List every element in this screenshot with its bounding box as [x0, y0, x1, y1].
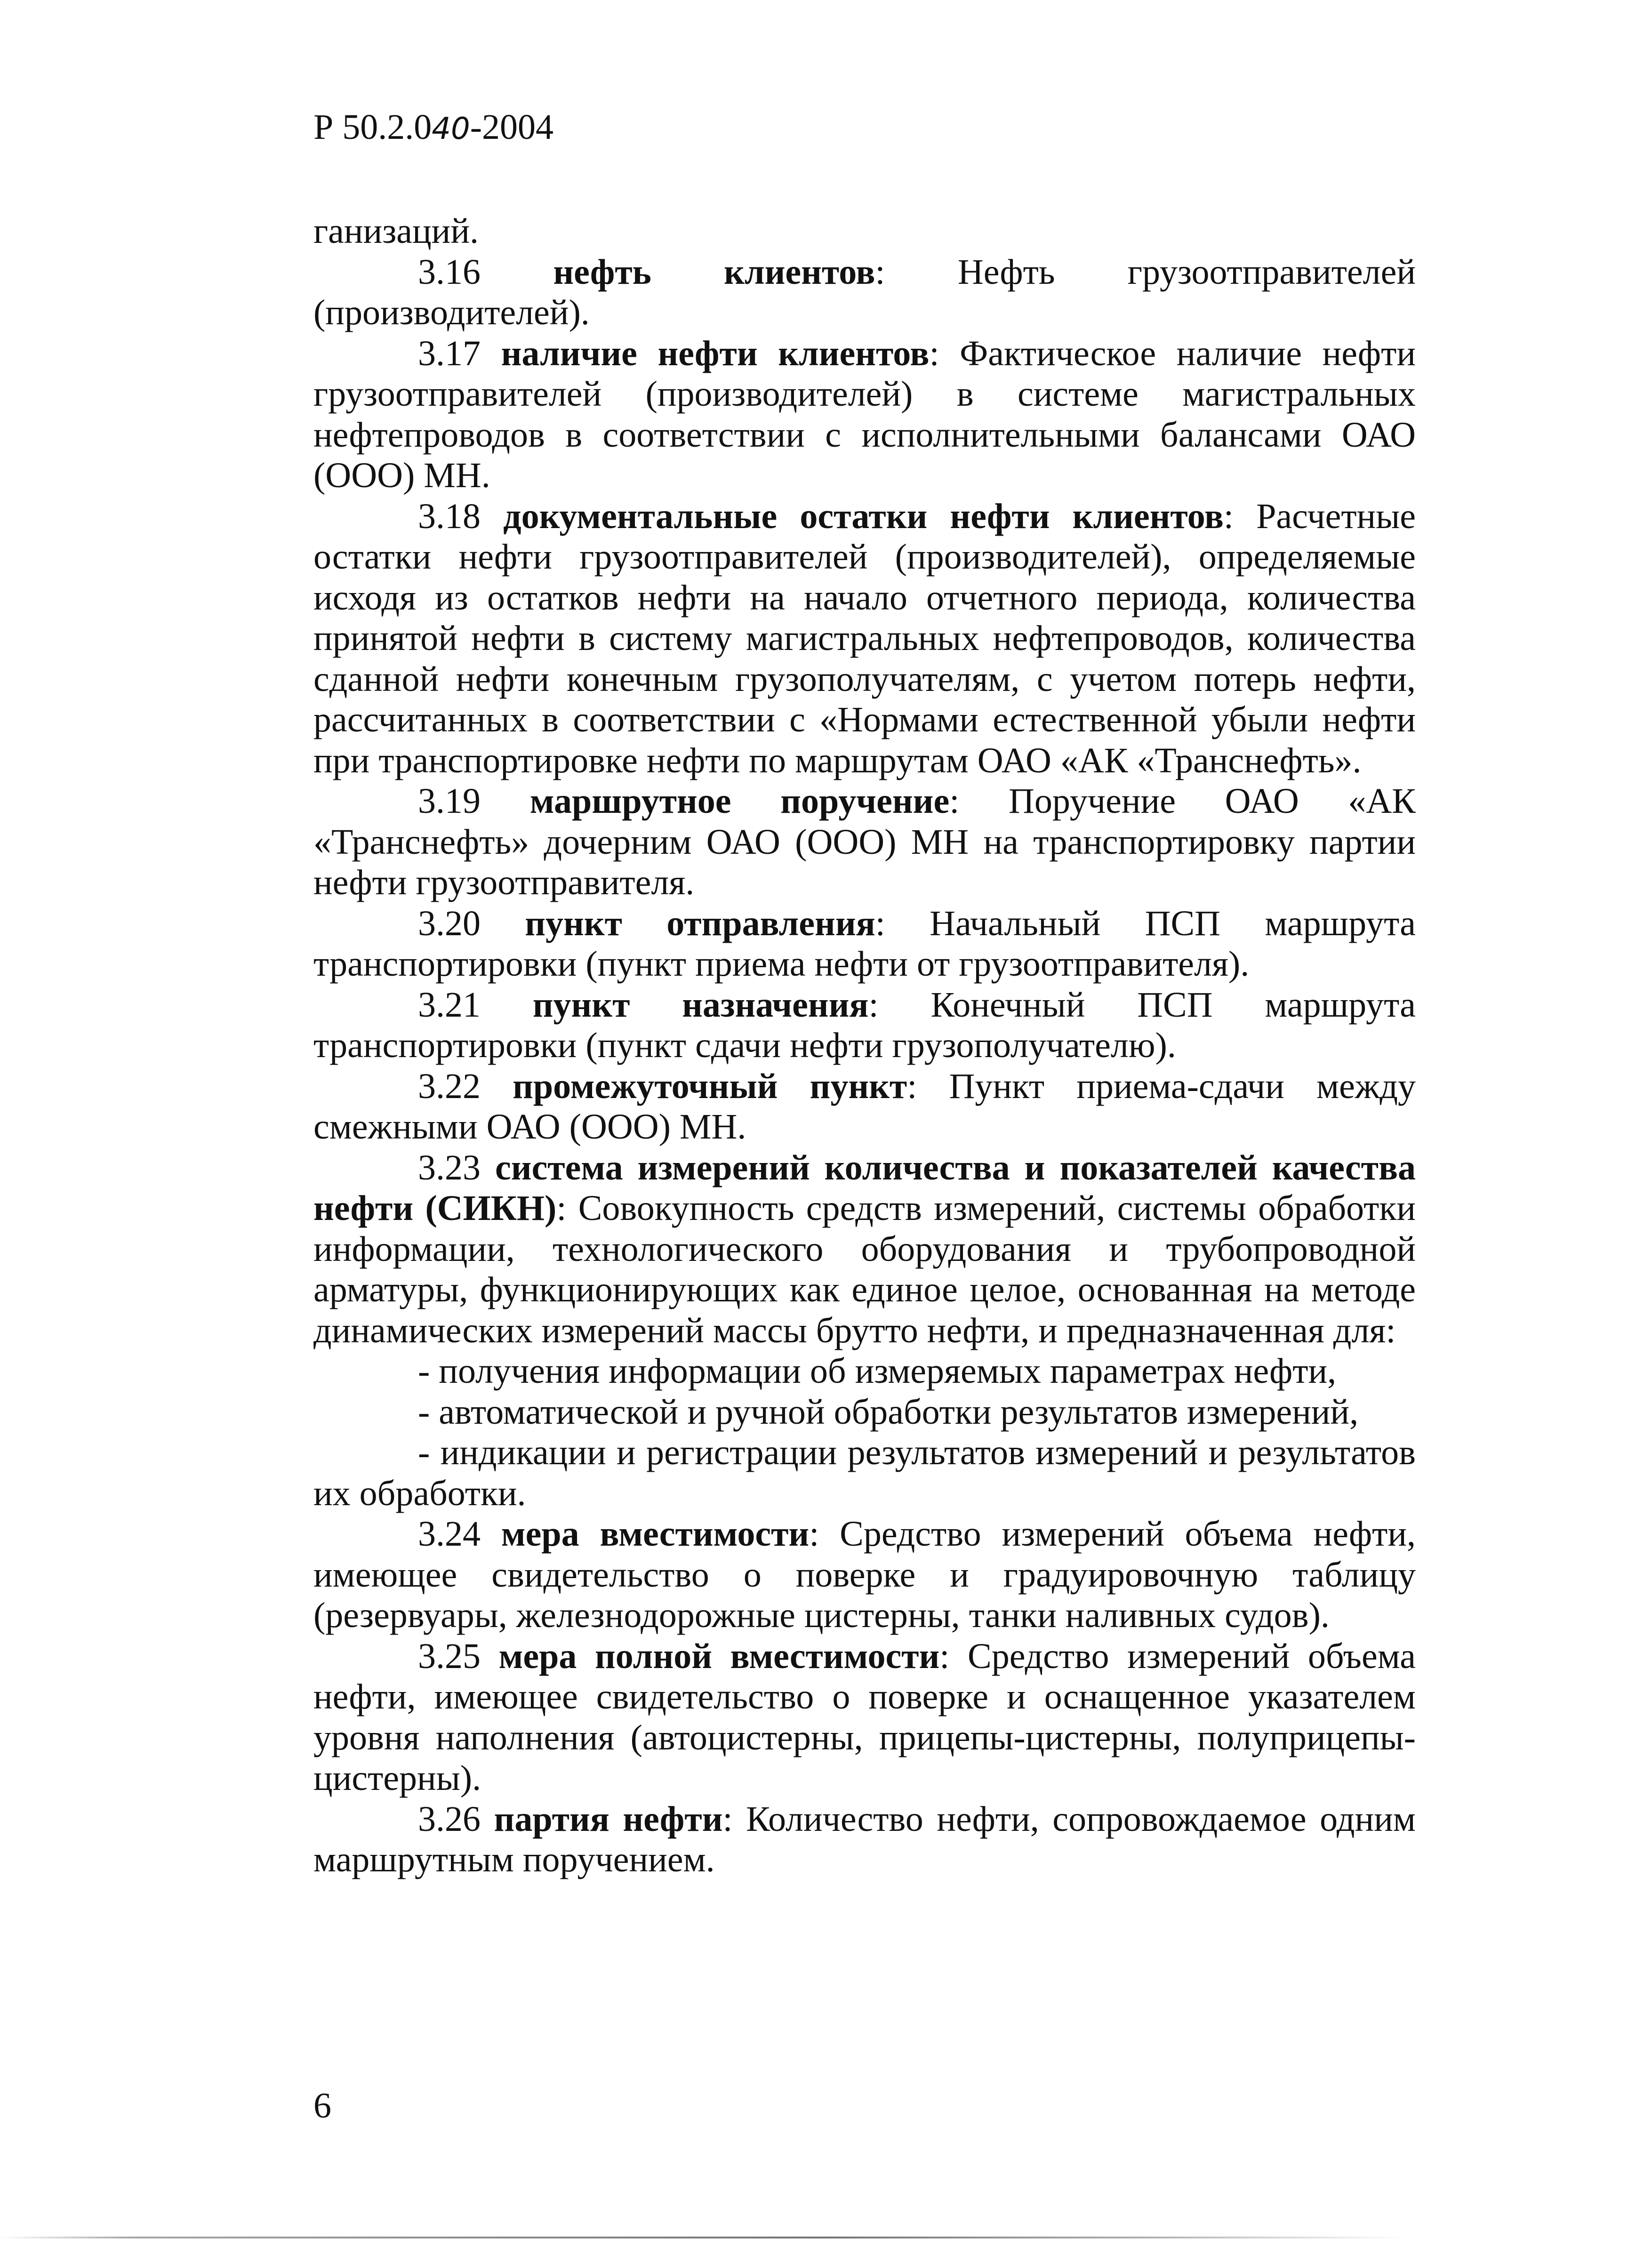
definition-3-18	[313, 496, 1416, 781]
clause-number: 3.22	[418, 1066, 481, 1106]
handwritten-number: 40	[432, 112, 470, 146]
definition-3-16	[313, 252, 1416, 333]
scan-artifact-line	[0, 2237, 1652, 2238]
clause-number: 3.18	[418, 496, 481, 536]
term: мера вместимости	[501, 1514, 810, 1554]
clause-number: 3.23	[418, 1147, 481, 1187]
definition-text: : Количество нефти, сопровождаемое одним маршрутным поручением.	[313, 1799, 1416, 1879]
definition-text: : Средство измерений объема нефти, имеющее свидетельство о поверке и градуировочную таблицу (резервуары, железнодорожные цистерны, танки наливных судов).	[313, 1514, 1416, 1635]
term: нефть клиентов	[553, 252, 875, 292]
header-suffix: -2004	[470, 107, 554, 147]
clause-number: 3.21	[418, 985, 481, 1025]
document-header	[313, 109, 553, 145]
term: партия нефти	[494, 1799, 723, 1839]
definition-3-24	[313, 1514, 1416, 1636]
term: документальные остатки нефти клиентов	[503, 496, 1224, 536]
clause-number: 3.17	[418, 333, 481, 373]
continuation-text: ганизаций.	[313, 211, 479, 251]
term: мера полной вместимости	[498, 1636, 940, 1676]
definition-text: : Расчетные остатки нефти грузоотправителей (производителей), определяемые исходя из остатков нефти на начало отчетного периода, количества принятой нефти в систему магистральных нефтепроводов, количества сданной нефти конечным грузополучателям, с учетом потерь нефти, рассчитанных в соответствии с «Нормами естественной убыли нефти при транспортировке нефти по маршрутам ОАО «АК «Транснефть».	[313, 496, 1416, 780]
list-item: - автоматической и ручной обработки результатов измерений,	[418, 1392, 1359, 1432]
clause-number: 3.25	[418, 1636, 481, 1676]
term: маршрутное поручение	[529, 781, 950, 821]
definition-text: : Пункт приема-сдачи между смежными ОАО (ООО) МН.	[313, 1066, 1416, 1147]
term: пункт отправления	[525, 903, 875, 943]
page-number: 6	[313, 2086, 331, 2126]
clause-number: 3.16	[418, 252, 481, 292]
definition-3-20	[313, 903, 1416, 985]
clause-number: 3.19	[418, 781, 481, 821]
clause-number: 3.26	[418, 1799, 481, 1839]
definition-3-19	[313, 781, 1416, 903]
list-item: - индикации и регистрации результатов измерений и результатов их обработки.	[313, 1433, 1416, 1513]
clause-number: 3.24	[418, 1514, 481, 1554]
definition-3-22	[313, 1066, 1416, 1147]
definition-text: : Конечный ПСП маршрута транспортировки (пункт сдачи нефти грузополучателю).	[313, 985, 1416, 1065]
clause-number: 3.20	[418, 903, 481, 943]
document-body	[313, 211, 1416, 1880]
definition-3-21	[313, 985, 1416, 1066]
term: система измерений количества и показателей качества нефти (СИКН)	[313, 1147, 1416, 1228]
definition-text: : Средство измерений объема нефти, имеющее свидетельство о поверке и оснащенное указателем уровня наполнения (автоцистерны, прицепы-цистерны, полуприцепы-цистерны).	[313, 1636, 1416, 1798]
definition-text: : Совокупность средств измерений, системы обработки информации, технологического оборудования и трубопроводной арматуры, функционирующих как единое целое, основанная на методе динамических измерений массы брутто нефти, и предназначенная для:	[313, 1188, 1416, 1350]
term: пункт назначения	[532, 985, 869, 1025]
list-item: - получения информации об измеряемых параметрах нефти,	[418, 1351, 1337, 1391]
header-prefix: Р 50.2.0	[313, 107, 432, 147]
definition-text: : Начальный ПСП маршрута транспортировки (пункт приема нефти от грузоотправителя).	[313, 903, 1416, 984]
term: промежуточный пункт	[513, 1066, 907, 1106]
term: наличие нефти клиентов	[501, 333, 930, 373]
definition-3-26	[313, 1799, 1416, 1880]
definition-3-25	[313, 1636, 1416, 1799]
definition-text: : Фактическое наличие нефти грузоотправителей (производителей) в системе магистральных нефтепроводов в соответствии с исполнительными балансами ОАО (ООО) МН.	[313, 333, 1416, 495]
definition-text: : Нефть грузоотправителей (производителей).	[313, 252, 1416, 332]
definition-text: : Поручение ОАО «АК «Транснефть» дочерним ОАО (ООО) МН на транспортировку партии нефти грузоотправителя.	[313, 781, 1416, 902]
definition-3-23	[313, 1147, 1416, 1351]
definition-3-17	[313, 333, 1416, 496]
